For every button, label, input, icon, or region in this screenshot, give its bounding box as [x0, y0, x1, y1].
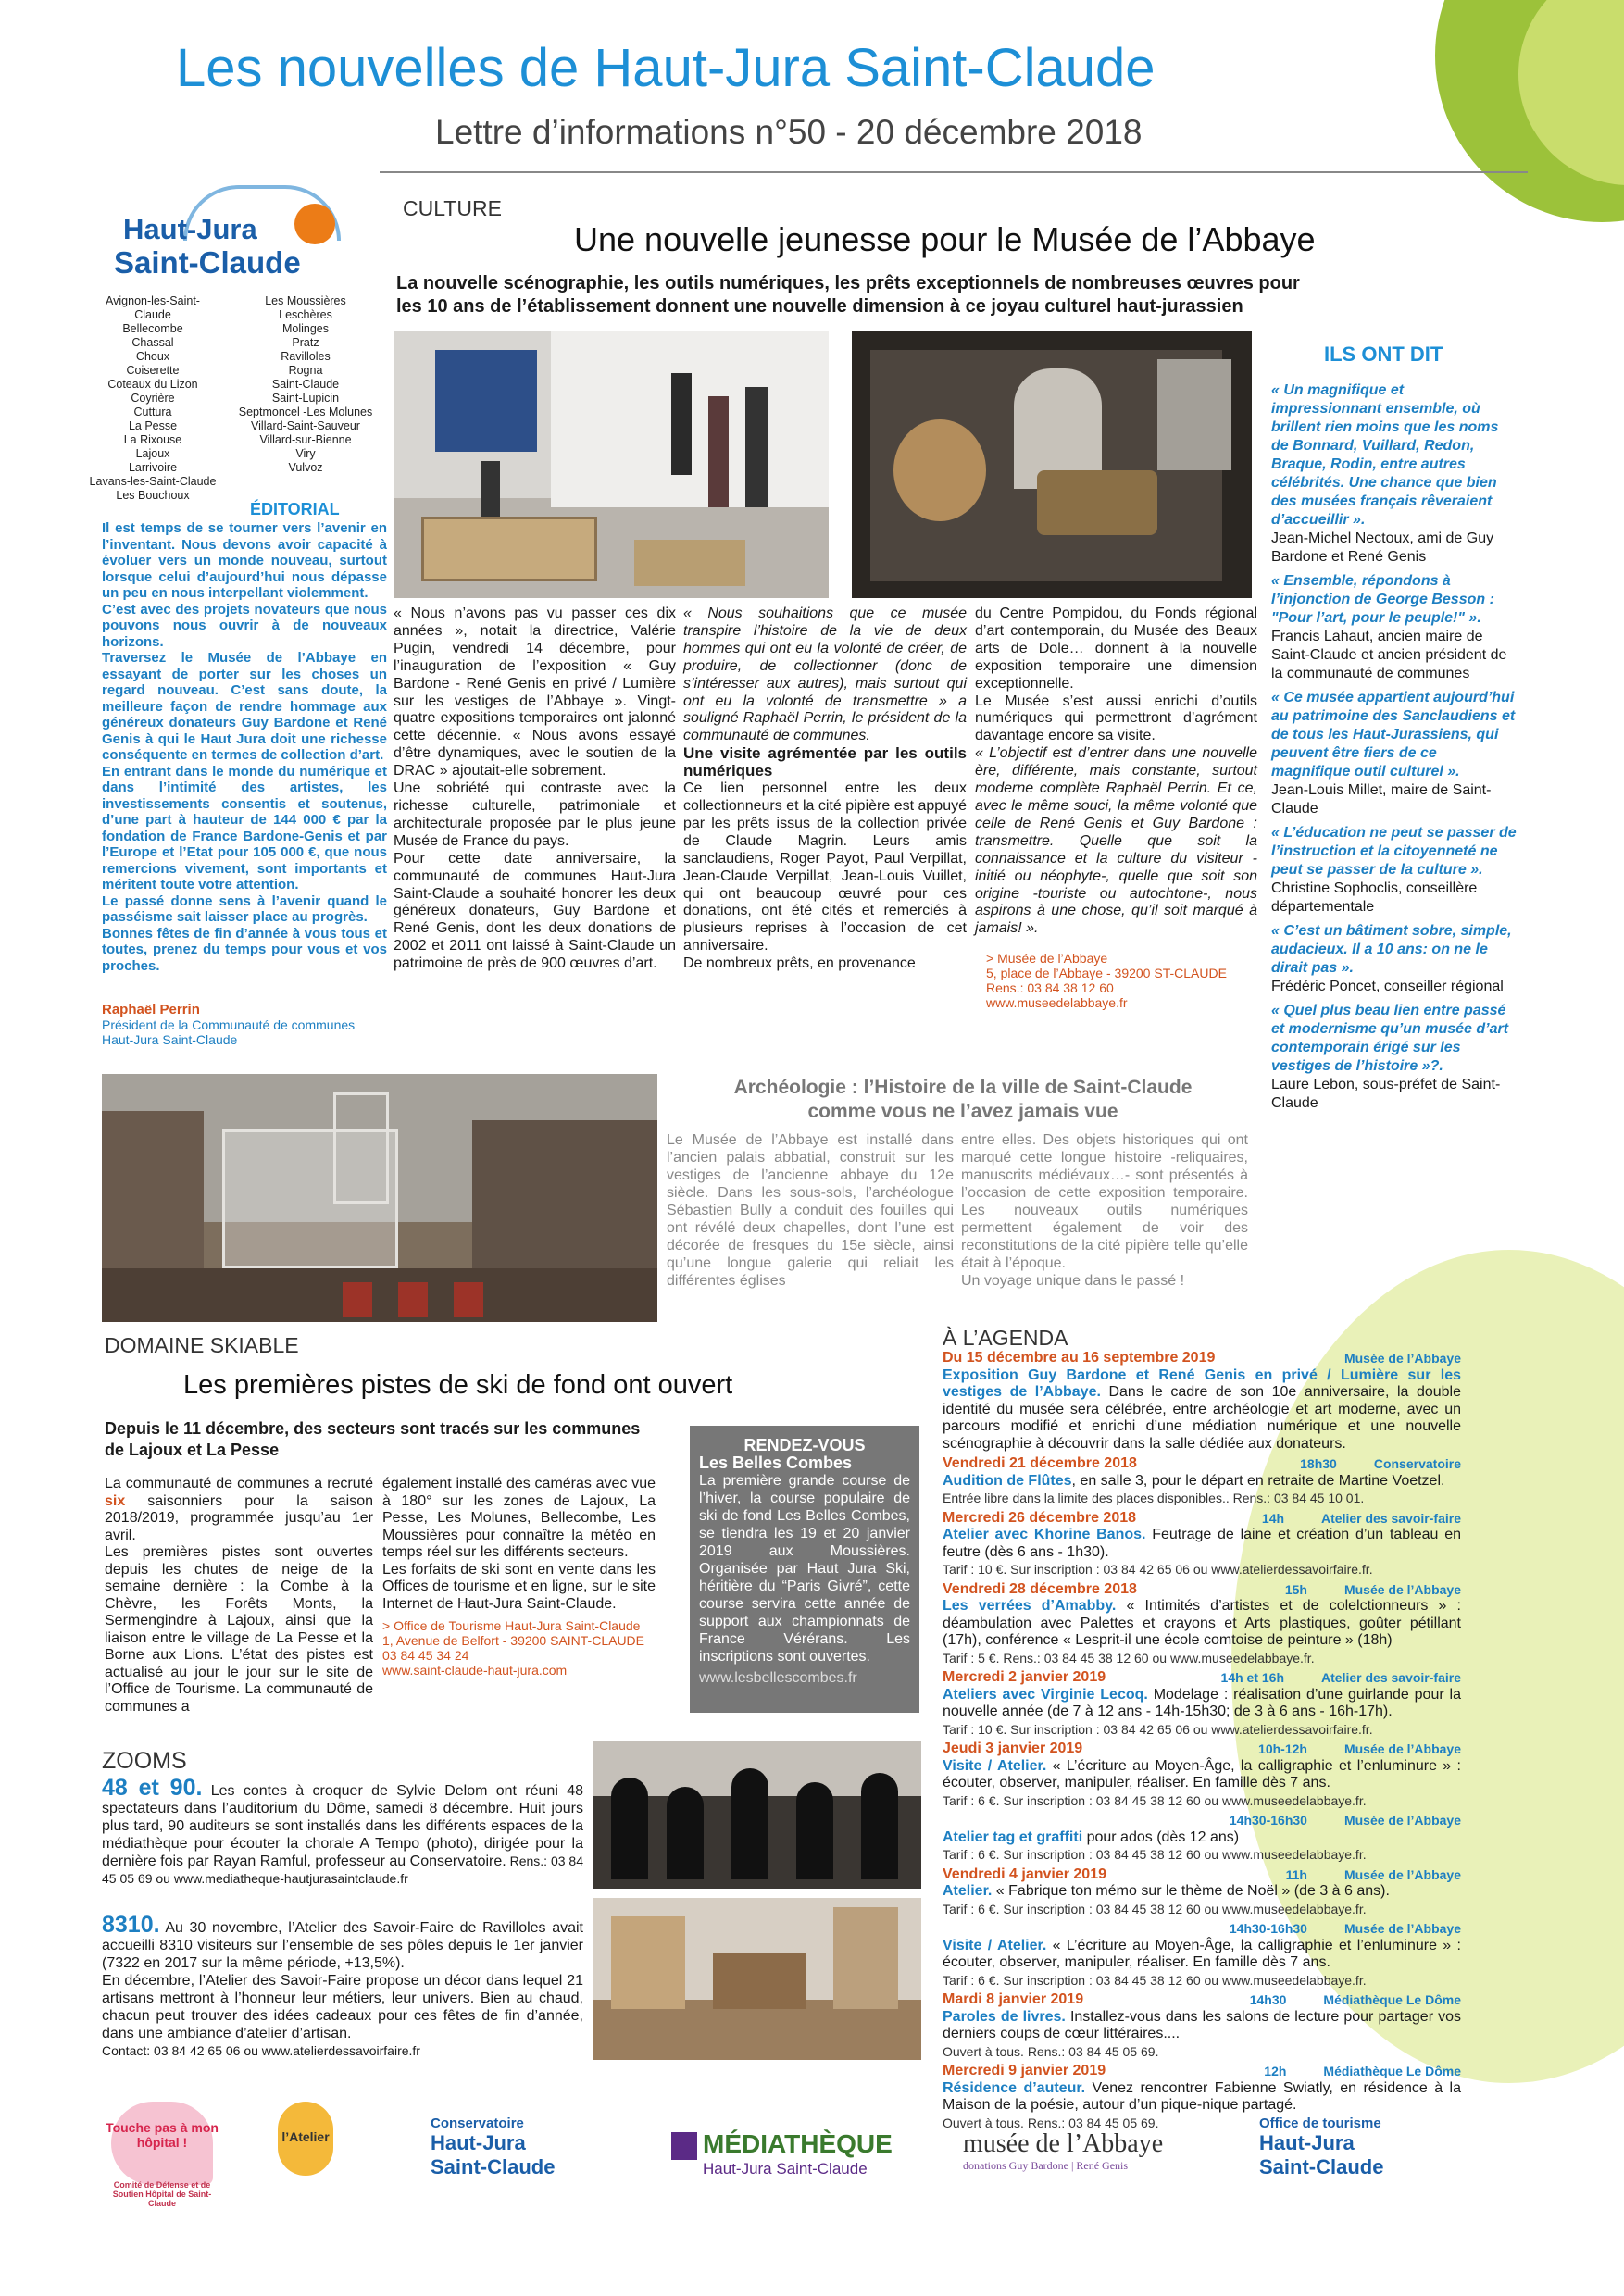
- commune-item: Pratz: [292, 336, 319, 349]
- agenda-list: [943, 1350, 1461, 2134]
- agenda-small: Tarif : 6 €. Sur inscription : 03 84 45 38 12 60 ou www.museedelabbaye.fr.: [943, 1792, 1367, 1808]
- agenda-desc: « L’écriture au Moyen-Âge, la calligraphie et l’enluminure » : écouter, observer, manipuler, réaliser. En famille dès 7 ans.: [943, 1757, 1462, 1791]
- agenda-item: [943, 1669, 1461, 1738]
- agenda-item: [943, 1991, 1461, 2060]
- agenda-item: [943, 1812, 1461, 1864]
- mediatheque-logo: MÉDIATHÈQUE Haut-Jura Saint-Claude: [671, 2129, 893, 2178]
- agenda-small: Entrée libre dans la limite des places disponibles.. Rens.: 03 84 45 10 01.: [943, 1491, 1365, 1505]
- ski-title: Les premières pistes de ski de fond ont ouvert: [183, 1370, 733, 1400]
- agenda-place: Atelier des savoir-faire: [1321, 1670, 1461, 1685]
- quote-author: Jean-Louis Millet, maire de Saint-Claude: [1271, 782, 1492, 817]
- commune-item: Viry: [295, 447, 316, 460]
- agenda-body: [943, 1598, 1461, 1650]
- agenda-place: Musée de l’Abbaye: [1343, 1581, 1461, 1597]
- archeo-title: Archéologie : l’Histoire de la ville de Saint-Claude comme vous ne l’avez jamais vue: [733, 1077, 1193, 1122]
- agenda-place: Médiathèque Le Dôme: [1323, 1992, 1461, 2007]
- agenda-item-header: [943, 1866, 1461, 1884]
- agenda-item-header: [943, 1581, 1461, 1599]
- tourism-contact: [382, 1618, 656, 1678]
- agenda-item: [943, 1581, 1461, 1667]
- quote-text: « Quel plus beau lien entre passé et modernisme qu’un musée d’art contemporain érigé sur les vestiges de l’histoire »?.: [1271, 1003, 1509, 1074]
- quote-author: Francis Lahaut, ancien maire de Saint-Claude et ancien président de la communauté de communes: [1271, 629, 1507, 681]
- ski-section-label: DOMAINE SKIABLE: [105, 1333, 299, 1357]
- header-divider: [380, 171, 1528, 173]
- agenda-date: Du 15 décembre au 16 septembre 2019: [943, 1350, 1216, 1366]
- agenda-place: Médiathèque Le Dôme: [1323, 2064, 1461, 2078]
- agenda-item-header: [943, 1510, 1461, 1528]
- agenda-item-header: [943, 1350, 1461, 1367]
- agenda-item: [943, 1866, 1461, 1918]
- archeo-col2: entre elles. Des objets historiques qui ont marqué cette longue histoire -reliquaires, manuscrits médiévaux…- sont présentés à l’occasion de cette exposition temporaire. Les nouveaux outils numériques permettent également de voir des reconstitutions de la cité pipière telle qu’elle était à l’époque. Un voyage unique dans le passé !: [961, 1132, 1248, 1289]
- ski-col2: également installé des caméras avec vue à 180° sur les zones de Lajoux, La Pesse, Les Molunes, Bellecombe, Les Moussières pour connaître la météo en temps réel sur les différents secteurs. Les forfaits de ski sont en vente dans les Offices de tourisme et en ligne, sur le site Internet de Haut-Jura Saint-Claude. > Office de Tourisme Haut-Jura Saint-Claude 1, Avenue de Belfort - 39200 SAINT-CLAUDE 03 84 45 34 24 www.saint-claude-haut-jura.com: [382, 1476, 656, 1678]
- commune-item: Molinges: [281, 322, 330, 335]
- commune-item: Les Bouchoux: [116, 489, 190, 502]
- musee-abbaye-logo: musée de l’Abbaye donations Guy Bardone | René Genis: [963, 2129, 1164, 2172]
- agenda-body: [943, 1883, 1461, 1901]
- agenda-small: Tarif : 10 €. Sur inscription : 03 84 42 65 06 ou www.atelierdessavoirfaire.fr.: [943, 1562, 1373, 1577]
- commune-item: La Rixouse: [123, 433, 182, 446]
- agenda-time: 14h30-16h30: [1229, 1813, 1307, 1828]
- commune-item: Septmoncel -Les Molunes: [238, 406, 373, 418]
- commune-item: Coiserette: [126, 364, 180, 377]
- contact-line: www.saint-claude-haut-jura.com: [382, 1663, 568, 1678]
- culture-section-label: CULTURE: [403, 196, 502, 220]
- contact-line: Rens.: 03 84 38 12 60: [986, 980, 1114, 996]
- agenda-item-header: [943, 1669, 1461, 1687]
- agenda-place: Musée de l’Abbaye: [1343, 1813, 1461, 1828]
- agenda-item: [943, 1741, 1461, 1809]
- page-subtitle: Lettre d’informations n°50 - 20 décembre 2018: [435, 113, 1143, 151]
- agenda-time: 14h: [1261, 1510, 1285, 1526]
- agenda-item: [943, 1350, 1461, 1453]
- agenda-title: Visite / Atelier.: [943, 1757, 1047, 1774]
- photo-showcase: [852, 331, 1252, 598]
- agenda-item-header: [943, 1741, 1461, 1758]
- zoom-8310: 8310. Au 30 novembre, l’Atelier des Savoir-Faire de Ravilloles avait accueilli 8310 visiteurs sur l’ensemble de ses pôles depuis le 1er janvier (7322 en 2017 sur la même période, +13,5%). En décembre, l’Atelier des Savoir-Faire propose un décor dans lequel 21 artisans mettront à l’honneur leur métiers, leur univers. Bien au chaud, chacun peut trouver des idées cadeaux pour ces fêtes de fin d’année, dans une ambiance d’atelier d’artisan. Contact: 03 84 42 65 06 ou www.atelierdessavoirfaire.fr: [102, 1912, 583, 2058]
- office-tourisme-logo: Office de tourisme Haut-Jura Saint-Claude: [1259, 2115, 1384, 2178]
- agenda-item: [943, 1510, 1461, 1578]
- agenda-place: Musée de l’Abbaye: [1343, 1741, 1461, 1756]
- agenda-body: [943, 1367, 1461, 1454]
- agenda-small: Ouvert à tous. Rens.: 03 84 45 05 69.: [943, 2115, 1159, 2130]
- agenda-time: 10h-12h: [1258, 1741, 1307, 1756]
- agenda-time: 11h: [1285, 1866, 1307, 1882]
- agenda-section-label: À L’AGENDA: [943, 1326, 1068, 1350]
- agenda-body: [943, 1758, 1461, 1792]
- agenda-desc: Dans le cadre de son 10e anniversaire, la double identité du musée sera célébrée, entre archéologie et art moderne, avec un parcours modifié et enrichi d’une médiation numérique et une nouvelle scénographie à découvrir dans la salle dédiée aux donateurs.: [943, 1384, 1461, 1452]
- agenda-body: [943, 1527, 1461, 1561]
- agenda-title: Paroles de livres.: [943, 2008, 1066, 2025]
- quote-author: Christine Sophoclis, conseillère départementale: [1271, 880, 1478, 915]
- agenda-desc: « L’écriture au Moyen-Âge, la calligraphie et l’enluminure » : écouter, observer, manipuler, réaliser. En famille dès 7 ans.: [943, 1937, 1462, 1970]
- quote: [1271, 381, 1517, 567]
- agenda-desc: « Intimités d’artistes et de colelctionneurs » : déambulation avec Palettes et crayons et Arts plastiques, goûter pétillant (17h), conférence « Lesprit-il une école comtoise de peinture » (18h): [943, 1598, 1461, 1648]
- commune-item: Lajoux: [135, 447, 170, 460]
- agenda-date: Mercredi 26 décembre 2018: [943, 1509, 1137, 1526]
- agenda-time: 15h: [1284, 1581, 1307, 1597]
- agenda-time: 18h30: [1300, 1456, 1337, 1471]
- agenda-small: Tarif : 6 €. Sur inscription : 03 84 45 38 12 60 ou www.museedelabbaye.fr.: [943, 1901, 1367, 1916]
- quotes-list: [1271, 381, 1517, 1118]
- commune-item: Saint-Claude: [271, 378, 340, 391]
- quote-author: Jean-Michel Nectoux, ami de Guy Bardone et René Genis: [1271, 530, 1494, 565]
- agenda-title: Exposition Guy Bardone et René Genis en privé / Lumière sur les vestiges de l’Abbaye.: [943, 1366, 1461, 1400]
- quote-text: « Ensemble, répondons à l’injonction de George Besson : "Pour l’art, pour le peuple!" ».: [1271, 573, 1494, 626]
- commune-item: Rogna: [288, 364, 323, 377]
- agenda-place: Musée de l’Abbaye: [1343, 1866, 1461, 1882]
- commune-item: Choux: [135, 350, 170, 363]
- agenda-item: [943, 1920, 1461, 1989]
- commune-item: Chassal: [131, 336, 174, 349]
- agenda-small: Tarif : 6 €. Sur inscription : 03 84 45 38 12 60 ou www.museedelabbaye.fr.: [943, 1972, 1367, 1988]
- photo-choir: [593, 1741, 921, 1889]
- agenda-date: Vendredi 4 janvier 2019: [943, 1866, 1106, 1882]
- conservatoire-logo: Conservatoire Haut-Jura Saint-Claude: [431, 2115, 556, 2178]
- agenda-title: Atelier.: [943, 1883, 993, 1899]
- museum-contact: [975, 951, 1257, 1010]
- agenda-desc: , en salle 3, pour le départ en retraite de Martine Voetzel.: [1071, 1472, 1445, 1489]
- commune-item: Villard-sur-Bienne: [259, 433, 352, 446]
- quote-text: « Un magnifique et impressionnant ensemble, où brillent rien moins que les noms de Bonnard, Vuillard, Redon, Braque, Rodin, entre autres célébrités. Une chance que bien des musées français rêveraient d’accueillir ».: [1271, 382, 1499, 528]
- contact-line: 1, Avenue de Belfort - 39200 SAINT-CLAUDE: [382, 1633, 645, 1648]
- quote: [1271, 1002, 1517, 1113]
- agenda-item-header: [943, 2063, 1461, 2080]
- commune-item: Les Moussières: [265, 294, 346, 307]
- rendez-vous-box: RENDEZ-VOUS Les Belles Combes La première grande course de l’hiver, la course populaire de ski de fond Les Belles Combes, se tiendra les 19 et 20 janvier 2019 aux Moussières. Organisée par Haut Jura Ski, héritière du “Paris Givré”, cette course servira cette année de support aux championnats de France Vérérans. Les inscriptions sont ouvertes. www.lesbellescombes.fr: [690, 1426, 919, 1713]
- agenda-date: Vendredi 28 décembre 2018: [943, 1580, 1137, 1597]
- agenda-desc: Feutrage de laine et création d’un tableau en feutre (dès 6 ans - 1h30).: [943, 1527, 1461, 1560]
- culture-col1: « Nous n’avons pas vu passer ces dix années », notait la directrice, Valérie Pugin, vendredi 14 décembre, pour l’inauguration de l’exposition « Guy Bardone - René Genis en privé / Lumière sur les vestiges de l’Abbaye ». Vingt-quatre expositions temporaires ont jalonné cette décennie. « Nous avons essayé d’être dynamiques, avec le soutien de la DRAC » ajoutait-elle sobrement. Une sobriété qui contraste avec la richesse culturelle, patrimoniale et architecturale proposée par le plus jeune Musée de France du pays. Pour cette date anniversaire, la communauté de communes Haut-Jura Saint-Claude a souhaité honorer les deux généreux donateurs, Guy Bardone et René Genis, dont les deux donations de 2002 et 2011 ont laissé à Saint-Claude un patrimoine de près de 900 œuvres d’art.: [394, 605, 676, 972]
- agenda-body: [943, 2080, 1461, 2115]
- touche-pas-logo: Touche pas à mon hôpital ! Comité de Défense et de Soutien Hôpital de Saint-Claude: [102, 2102, 222, 2213]
- commune-item: La Pesse: [128, 419, 178, 432]
- agenda-small: Tarif : 10 €. Sur inscription : 03 84 42 65 06 ou www.atelierdessavoirfaire.fr.: [943, 1721, 1373, 1737]
- quote: [1271, 824, 1517, 917]
- agenda-small: Ouvert à tous. Rens.: 03 84 45 05 69.: [943, 2043, 1159, 2059]
- agenda-desc: Installez-vous dans les salons de lecture pour partager vos derniers coups de cœur littéraires....: [943, 2008, 1461, 2041]
- agenda-desc: Venez rencontrer Fabienne Swiatly, en résidence à la Maison de la poésie, autour d’un pique-nique partagé.: [943, 2079, 1461, 2113]
- commune-item: Coyrière: [131, 392, 175, 405]
- quote-text: « C’est un bâtiment sobre, simple, audacieux. Il a 10 ans: on ne le dirait pas ».: [1271, 923, 1512, 976]
- culture-col2: « Nous souhaitions que ce musée transpire l’histoire de la vie de deux hommes qui ont eu la volonté de créer, de produire, de collectionner (donc de s’intéresser aux autres), mais surtout qui ont eu la volonté de transmettre » a souligné Raphaël Perrin, le président de la communauté de communes. Une visite agrémentée par les outils numériques Ce lien personnel entre les deux collectionneurs et la cité pipière est appuyé par les prêts issus de la collection privée de Claude Magrin. Leurs amis sanclaudiens, Roger Payot, Paul Verpillat, Jean-Claude Verpillat, Jean-Louis Vuillet, qui ont beaucoup œuvré pour ces donations, ont été cités et remerciés à plusieurs reprises à l’occasion de cet anniversaire. De nombreux prêts, en provenance: [683, 605, 967, 972]
- agenda-date: Jeudi 3 janvier 2019: [943, 1741, 1083, 1756]
- agenda-small: Tarif : 6 €. Sur inscription : 03 84 45 38 12 60 ou www.museedelabbaye.fr.: [943, 1847, 1367, 1862]
- agenda-desc: « Fabrique ton mémo sur le thème de Noël » (de 3 à 6 ans).: [992, 1883, 1390, 1899]
- agenda-item: [943, 1455, 1461, 1507]
- agenda-date: Mardi 8 janvier 2019: [943, 1991, 1084, 2007]
- agenda-body: [943, 2009, 1461, 2043]
- contact-line: > Musée de l’Abbaye: [986, 951, 1108, 967]
- commune-item: Avignon-les-Saint-Claude: [106, 294, 200, 321]
- agenda-place: Musée de l’Abbaye: [1343, 1351, 1461, 1366]
- agenda-body: [943, 1938, 1461, 1972]
- quote: [1271, 689, 1517, 818]
- editorial-paragraph: Traversez le Musée de l’Abbaye en essayant de porter sur les choses un regard nouveau. C’est sans doute, la meilleure façon de rendre hommage aux généreux donateurs Guy Bardone et René Genis à qui le Haut Jura doit une richesse conséquente en termes de collection d’art.: [102, 650, 387, 763]
- agenda-title: Atelier avec Khorine Banos.: [943, 1527, 1146, 1542]
- ils-ont-dit-title: ILS ONT DIT: [1324, 343, 1443, 366]
- page-title: Les nouvelles de Haut-Jura Saint-Claude: [176, 38, 1156, 98]
- culture-title: Une nouvelle jeunesse pour le Musée de l’Abbaye: [574, 220, 1316, 258]
- commune-item: Villard-Saint-Sauveur: [251, 419, 360, 432]
- agenda-item-header: [943, 1455, 1461, 1473]
- editorial-paragraph: En entrant dans le monde du numérique et dans l’intimité des artistes, les investissements consentis et soutenus, d’une part à hauteur de 144 000 € par la fondation de France Bardone-Genis et par l’Europe et l’Etat pour 105 000 €, que nous remercions vivement, sont importants et méritent toute votre attention.: [102, 763, 387, 892]
- agenda-desc: Modelage : réalisation d’une guirlande pour la nouvelle année (de 7 à 12 ans - 14h-15h30; de 3 à 6 ans - 16h-17h).: [943, 1686, 1462, 1719]
- editorial-signature: Raphaël Perrin Président de la Communauté de communes Haut-Jura Saint-Claude: [102, 1002, 356, 1047]
- agenda-time: 14h30: [1249, 1992, 1287, 2007]
- quote-author: Frédéric Poncet, conseiller régional: [1271, 979, 1504, 994]
- agenda-time: 12h: [1264, 2064, 1287, 2078]
- commune-item: Saint-Lupicin: [271, 392, 340, 405]
- contact-line: www.museedelabbaye.fr: [986, 995, 1128, 1011]
- zooms-title: ZOOMS: [102, 1748, 187, 1774]
- agenda-date: Mercredi 9 janvier 2019: [943, 2063, 1106, 2078]
- agenda-desc: pour ados (dès 12 ans): [1082, 1828, 1240, 1845]
- quote: [1271, 572, 1517, 683]
- agenda-place: Conservatoire: [1373, 1456, 1461, 1471]
- agenda-item-header: [943, 1812, 1461, 1829]
- agenda-title: Les verrées d’Amabby.: [943, 1598, 1117, 1614]
- agenda-item-header: [943, 1920, 1461, 1938]
- agenda-time: 14h et 16h: [1220, 1670, 1285, 1685]
- contact-line: > Office de Tourisme Haut-Jura Saint-Claude: [382, 1618, 641, 1633]
- agenda-body: [943, 1829, 1461, 1847]
- editorial-paragraph: C’est avec des projets novateurs que nous pouvons nous ouvrir à de nouveaux horizons.: [102, 601, 387, 650]
- quote-text: « Ce musée appartient aujourd’hui au patrimoine des Sanclaudiens et de tous les Haut-Jurassiens, qui peuvent être fiers de ce magnifique outil culturel ».: [1271, 690, 1516, 780]
- agenda-title: Atelier tag et graffiti: [943, 1828, 1083, 1845]
- agenda-date: Vendredi 21 décembre 2018: [943, 1455, 1137, 1471]
- agenda-title: Résidence d’auteur.: [943, 2079, 1086, 2096]
- agenda-date: Mercredi 2 janvier 2019: [943, 1669, 1106, 1685]
- zoom-48-90: 48 et 90. Les contes à croquer de Sylvie Delom ont réuni 48 spectateurs dans l’auditorium du Dôme, samedi 8 décembre. Huit jours plus tard, 90 auditeurs se sont installés dans les différents espaces de la médiathèque pour écouter la chorale A Tempo (photo), dirigée pour la dernière fois par Rayan Ramful, professeur au Conservatoire. Rens.: 03 84 45 05 69 ou www.mediatheque-hautjurasaintclaude.fr: [102, 1775, 583, 1886]
- commune-item: Leschères: [279, 308, 332, 321]
- archeo-col1: Le Musée de l’Abbaye est installé dans l’ancien palais abbatial, construit sur les vestiges de l’ancienne abbaye du 12e siècle. Dans les sous-sols, l’archéologue Sébastien Bully a conduit des fouilles qui ont révélé deux chapelles, dont l’une est décorée de fresques du 15e siècle, ainsi qu’une longue galerie qui reliait les différentes églises: [667, 1132, 954, 1289]
- ski-col1: La communauté de communes a recruté six saisonniers pour la saison 2018/2019, programmée jusqu’au 1er avril. Les premières pistes sont ouvertes depuis les chutes de neige de la semaine dernière : la Combe à la Chèvre, les Forêts Monts, la Sermengindre à Lajoux, ainsi que la liaison entre le village de La Pesse et la Borne aux Lions. L’état des pistes est actualisé au jour le jour sur le site de l’Office de Tourisme. La communauté de communes a: [105, 1476, 373, 1715]
- editorial-paragraph: Le passé donne sens à l’avenir quand le passéisme sait laisser place au progrès.: [102, 892, 387, 925]
- commune-item: Lavans-les-Saint-Claude: [89, 475, 217, 488]
- editorial-text: [102, 520, 387, 974]
- culture-chapo: La nouvelle scénographie, les outils numériques, les prêts exceptionnels de nombreuses œuvres pour les 10 ans de l’établissement donnent une nouvelle dimension à ce joyau culturel haut-jurassien: [396, 273, 1300, 317]
- editorial-paragraph: Il est temps de se tourner vers l’avenir en l’inventant. Nous devons avoir capacité à évoluer vers un monde nouveau, surtout lorsque celui d’aujourd’hui nous dépasse un peu en nous interpellant violemment.: [102, 520, 387, 601]
- agenda-title: Ateliers avec Virginie Lecoq.: [943, 1686, 1148, 1703]
- commune-item: Cuttura: [133, 406, 172, 418]
- atelier-logo: l’Atelier: [269, 2102, 343, 2203]
- commune-item: Coteaux du Lizon: [107, 378, 198, 391]
- quote-text: « L’éducation ne peut se passer de l’instruction et la citoyenneté ne peut se passer de la culture ».: [1271, 825, 1517, 878]
- quote: [1271, 922, 1517, 996]
- contact-line: 5, place de l’Abbaye - 39200 ST-CLAUDE: [986, 966, 1227, 981]
- agenda-place: Musée de l’Abbaye: [1343, 1921, 1461, 1936]
- photo-archeology-church: [102, 1074, 657, 1322]
- quote-author: Laure Lebon, sous-préfet de Saint-Claude: [1271, 1077, 1501, 1111]
- contact-line: 03 84 45 34 24: [382, 1648, 469, 1663]
- commune-item: Ravilloles: [281, 350, 331, 363]
- agenda-title: Audition de Flûtes: [943, 1472, 1072, 1489]
- commune-item: Larrivoire: [128, 461, 178, 474]
- culture-col3: du Centre Pompidou, du Fonds régional d’art contemporain, du Musée des Beaux arts de Dole… donnent à la nouvelle exposition temporaire une dimension exceptionnelle. Le Musée s’est aussi enrichi d’outils numériques qui permettront d’agrément davantage encore sa visite. « L’objectif est d’entrer dans une nouvelle ère, différente, mais constante, surtout moderne complète Raphaël Perrin. Et ce, avec le même souci, la même volonté que celle de René Genis et Guy Bardone : transmettre. Quelle que soit la connaissance et la culture du visiteur -initié ou néophyte-, quelle que soit son origine -touriste ou autochtone-, nous aspirons à une chose, qu’il soit marqué à jamais! ». > Musée de l’Abbaye 5, place de l’Abbaye - 39200 ST-CLAUDE Rens.: 03 84 38 12 60 www.museedelabbaye.fr: [975, 605, 1257, 1011]
- ski-chapo: Depuis le 11 décembre, des secteurs sont tracés sur les communes de Lajoux et La Pesse: [105, 1419, 641, 1459]
- commune-item: Bellecombe: [122, 322, 183, 335]
- hjsc-logo: Haut-Jura Saint-Claude: [109, 185, 359, 296]
- agenda-item-header: [943, 1991, 1461, 2009]
- agenda-time: 14h30-16h30: [1229, 1921, 1307, 1936]
- editorial-title: ÉDITORIAL: [250, 500, 340, 518]
- agenda-title: Visite / Atelier.: [943, 1937, 1047, 1953]
- agenda-place: Atelier des savoir-faire: [1321, 1510, 1461, 1526]
- photo-exhibition-room: [394, 331, 829, 598]
- agenda-small: Tarif : 5 €. Rens.: 03 84 45 38 12 60 ou www.museedelabbaye.fr.: [943, 1650, 1315, 1666]
- agenda-body: [943, 1687, 1461, 1721]
- commune-item: Vulvoz: [288, 461, 323, 474]
- photo-atelier-decor: [593, 1898, 921, 2060]
- editorial-paragraph: Bonnes fêtes de fin d’année à vous tous et toutes, prenez du temps pour vous et vos proches.: [102, 925, 387, 974]
- agenda-body: [943, 1473, 1461, 1491]
